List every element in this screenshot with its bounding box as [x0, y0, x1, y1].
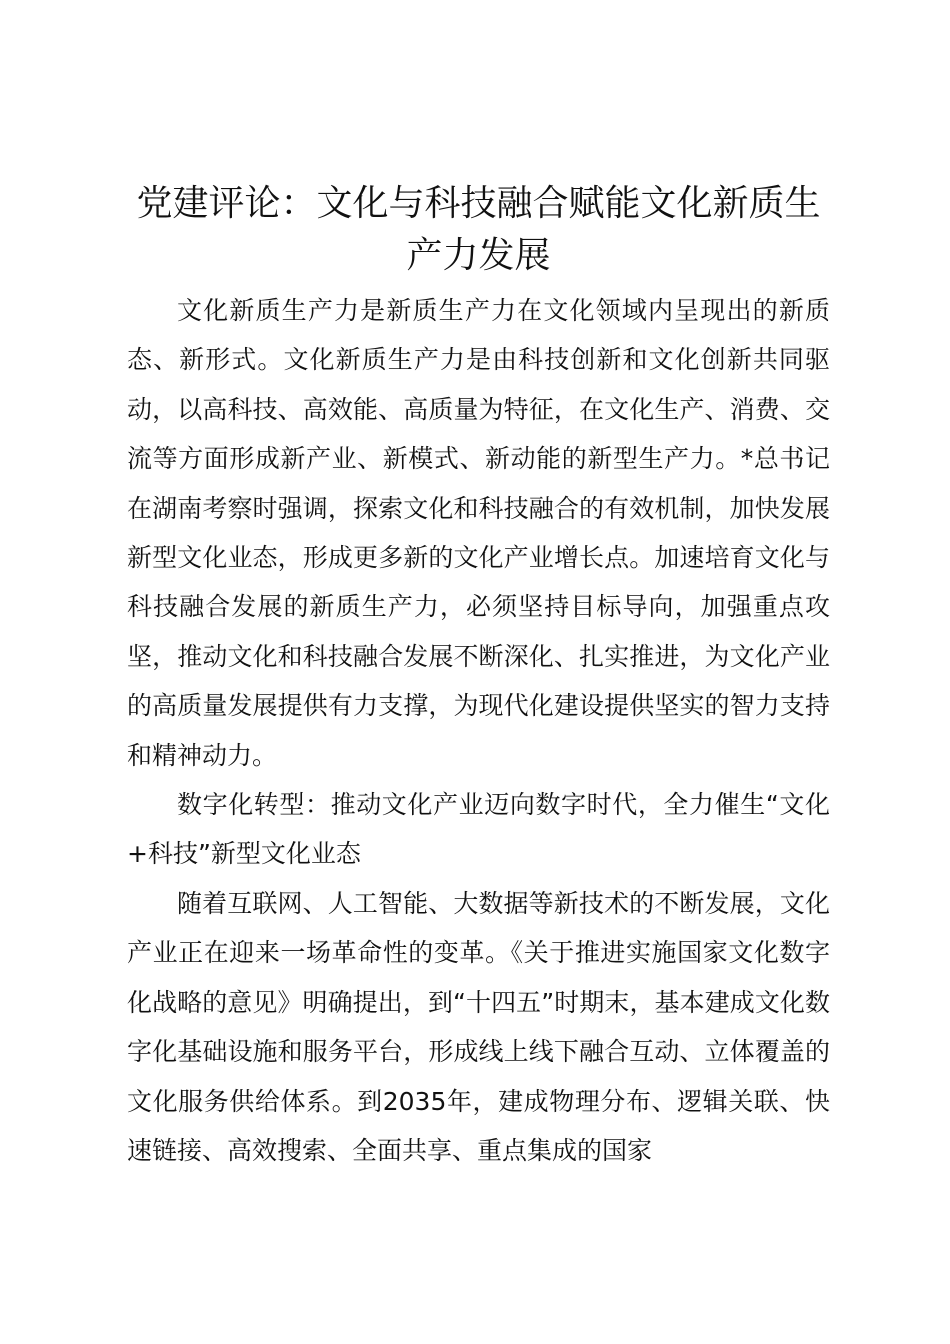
paragraph-body: 随着互联网、人工智能、大数据等新技术的不断发展，文化产业正在迎来一场革命性的变革。《关于推进实施国家文化数字化战略的意见》明确提出，到“十四五”时期末，基本建成文化数字化基础设施和服务平台，形成线上线下融合互动、立体覆盖的文化服务供给体系。到2035年，建成物理分布、逻辑关联、快速链接、高效搜索、全面共享、重点集成的国家: [127, 888, 830, 1165]
paragraph-intro: 文化新质生产力是新质生产力在文化领域内呈现出的新质态、新形式。文化新质生产力是由科技创新和文化创新共同驱动，以高科技、高效能、高质量为特征，在文化生产、消费、交流等方面形成新产业、新模式、新动能的新型生产力。*总书记在湖南考察时强调，探索文化和科技融合的有效机制，加快发展新型文化业态，形成更多新的文化产业增长点。加速培育文化与科技融合发展的新质生产力，必须坚持目标导向，加强重点攻坚，推动文化和科技融合发展不断深化、扎实推进，为文化产业的高质量发展提供有力支撑，为现代化建设提供坚实的智力支持和精神动力。: [127, 296, 830, 770]
document-title: 党建评论：文化与科技融合赋能文化新质生产力发展: [136, 183, 821, 276]
document-page: [127, 178, 830, 1175]
section-heading: 数字化转型：推动文化产业迈向数字时代，全力催生“文化+科技”新型文化业态: [127, 790, 830, 869]
